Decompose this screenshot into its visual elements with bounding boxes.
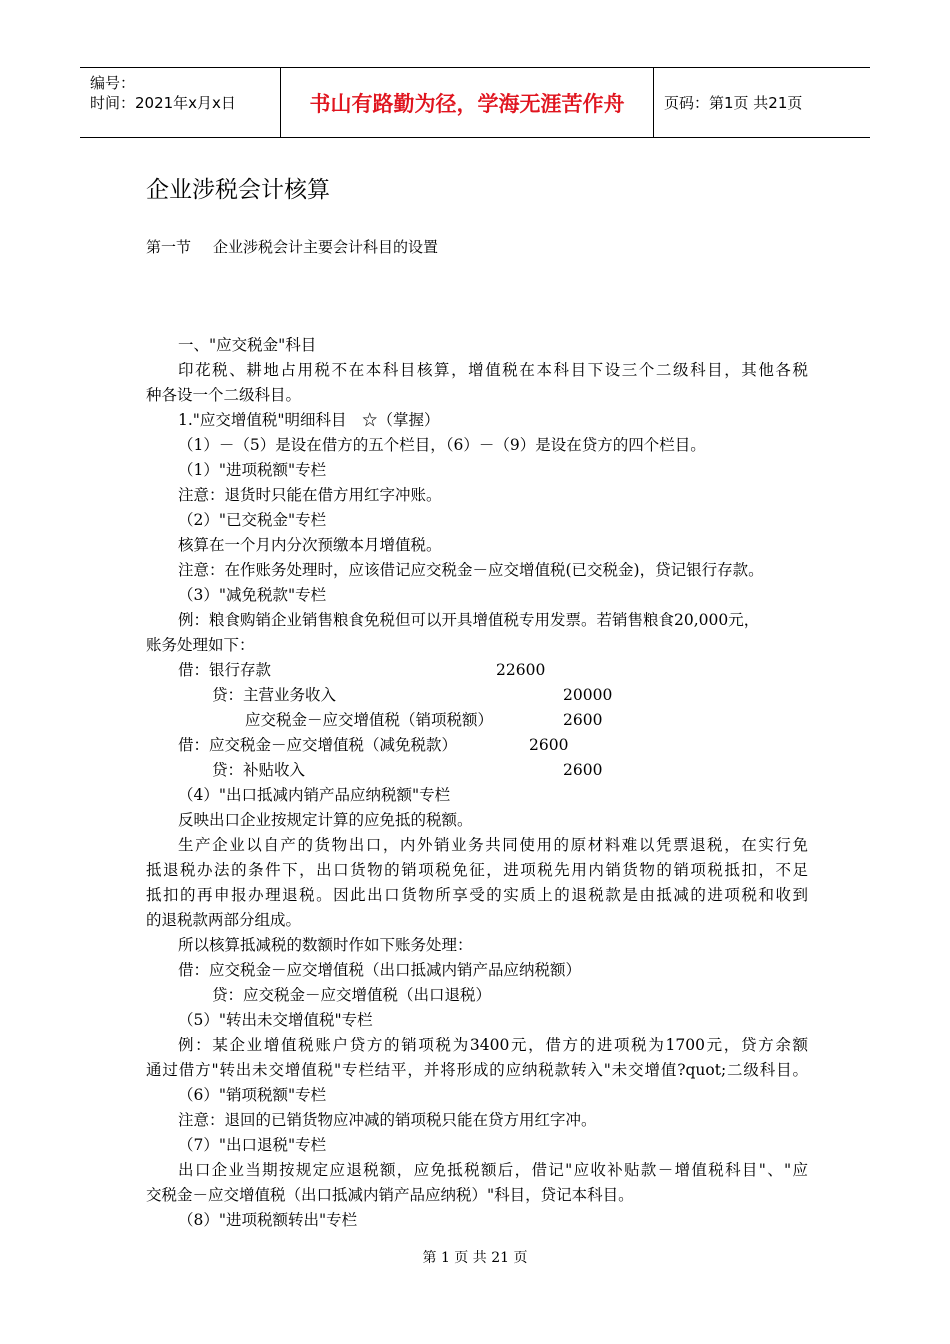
section-number: 第一节	[146, 238, 192, 256]
paragraph-line: （8）"进项税额转出"专栏	[178, 1211, 358, 1229]
paragraph-line: （7）"出口退税"专栏	[178, 1136, 327, 1154]
paragraph-line: 交税金－应交增值税（出口抵减内销产品应纳税）"科目，贷记本科目。	[146, 1186, 634, 1204]
entry-credit-label: 贷：补贴收入	[212, 761, 306, 779]
paragraph-line: 一、"应交税金"科目	[178, 336, 317, 354]
paragraph-line: 出口企业当期按规定应退税额，应免抵税额后，借记"应收补贴款－增值税科目"、"应	[178, 1161, 808, 1179]
paragraph-line: 抵扣的再申报办理退税。因此出口货物所享受的实质上的退税款是由抵减的进项税和收到	[146, 886, 808, 904]
page-footer: 第 1 页 共 21 页	[422, 1250, 528, 1266]
paragraph-line: （1）－（5）是设在借方的五个栏目，（6）－（9）是设在贷方的四个栏目。	[178, 436, 706, 454]
paragraph-line: （1）"进项税额"专栏	[178, 461, 327, 479]
paragraph-line: （2）"已交税金"专栏	[178, 511, 327, 529]
paragraph-line: 例：某企业增值税账户贷方的销项税为3400元，借方的进项税为1700元，贷方余额	[178, 1036, 808, 1054]
time-label: 时间：2021年x月x日	[90, 94, 236, 112]
paragraph-line: 借：应交税金－应交增值税（出口抵减内销产品应纳税额）	[178, 961, 582, 979]
entry-amount: 2600	[529, 736, 569, 754]
paragraph-line: 种各设一个二级科目。	[146, 386, 302, 404]
paragraph-line: 例：粮食购销企业销售粮食免税但可以开具增值税专用发票。若销售粮食20,000元，	[178, 611, 760, 629]
header-left-cell	[80, 68, 281, 137]
paragraph-line: 注意：退回的已销货物应冲减的销项税只能在贷方用红字冲。	[178, 1111, 597, 1129]
entry-amount: 2600	[563, 761, 603, 779]
entry-amount: 20000	[563, 686, 613, 704]
paragraph-line: 1."应交增值税"明细科目 ☆（掌握）	[178, 411, 440, 429]
paragraph-line: 印花税、耕地占用税不在本科目核算，增值税在本科目下设三个二级科目，其他各税	[178, 361, 808, 379]
paragraph-line: 账务处理如下：	[146, 636, 255, 654]
paragraph-line: 通过借方"转出未交增值税"专栏结平，并将形成的应纳税款转入"未交增值?quot;二级科目。	[146, 1061, 808, 1079]
paragraph-line: 反映出口企业按规定计算的应免抵的税额。	[178, 811, 473, 829]
paragraph-line: 核算在一个月内分次预缴本月增值税。	[178, 536, 442, 554]
paragraph-line: （3）"减免税款"专栏	[178, 586, 327, 604]
header-motto-cell	[281, 68, 654, 137]
section-title: 企业涉税会计主要会计科目的设置	[213, 238, 439, 256]
header-page-cell	[654, 68, 870, 137]
entry-debit-label: 借：应交税金－应交增值税（减免税款）	[178, 736, 458, 754]
paragraph-line: 贷：应交税金－应交增值税（出口退税）	[212, 986, 492, 1004]
paragraph-line: 注意：退货时只能在借方用红字冲账。	[178, 486, 442, 504]
paragraph-line: （5）"转出未交增值税"专栏	[178, 1011, 373, 1029]
paragraph-line: 生产企业以自产的货物出口，内外销业务共同使用的原材料难以凭票退税，在实行免	[178, 836, 808, 854]
paragraph-line: 抵退税办法的条件下，出口货物的销项税免征，进项税先用内销货物的销项税抵扣，不足	[146, 861, 808, 879]
paragraph-line: 注意：在作账务处理时，应该借记应交税金－应交增值税(已交税金)，贷记银行存款。	[178, 561, 764, 579]
paragraph-line: （4）"出口抵减内销产品应纳税额"专栏	[178, 786, 451, 804]
paragraph-line: 的退税款两部分组成。	[146, 911, 302, 929]
paragraph-line: （6）"销项税额"专栏	[178, 1086, 327, 1104]
section-heading	[146, 236, 438, 257]
number-label: 编号：	[90, 74, 136, 92]
entry-credit-label: 贷：主营业务收入	[212, 686, 337, 704]
entry-amount: 22600	[496, 661, 546, 679]
entry-debit-label: 借：银行存款	[178, 661, 272, 679]
motto: 书山有路勤为径，学海无涯苦作舟	[309, 91, 625, 116]
document-title: 企业涉税会计核算	[146, 177, 330, 203]
paragraph-line: 所以核算抵减税的数额时作如下账务处理：	[178, 936, 473, 954]
header-table	[80, 67, 870, 138]
entry-amount: 2600	[563, 711, 603, 729]
page-info: 页码：第1页 共21页	[664, 94, 803, 112]
entry-credit-label: 应交税金－应交增值税（销项税额）	[245, 711, 494, 729]
